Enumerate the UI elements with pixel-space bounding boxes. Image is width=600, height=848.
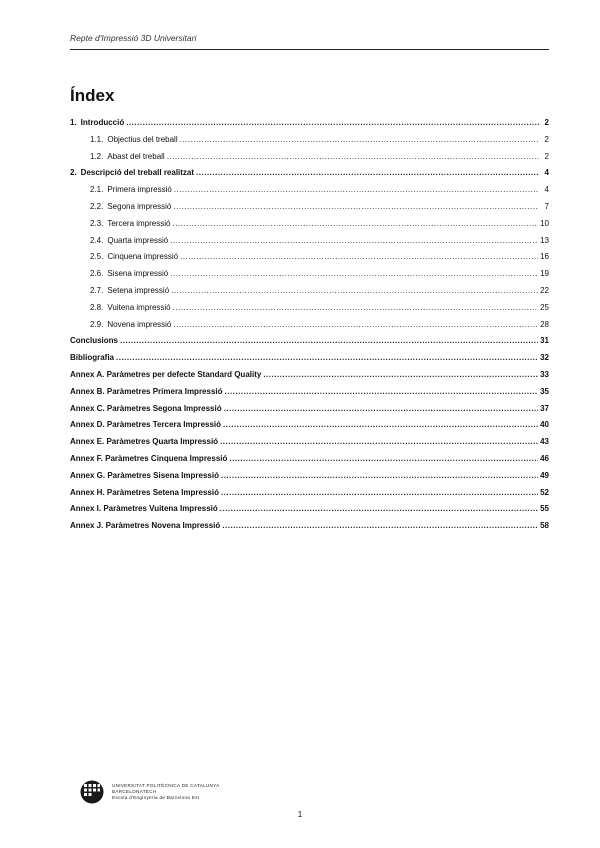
toc-entry-page: 49	[540, 470, 549, 480]
logo-line-3: Escola d'Enginyeria de Barcelona Est	[112, 795, 200, 800]
toc-entry[interactable]	[70, 219, 549, 236]
toc-entry-page: 25	[540, 302, 549, 312]
toc-entry-page: 28	[540, 319, 549, 329]
toc-entry-number: 2.5.	[90, 252, 104, 262]
toc-entry-label: Descripció del treball realitzat	[80, 168, 195, 178]
toc-entry[interactable]	[70, 454, 549, 471]
toc-entry[interactable]	[70, 320, 549, 337]
toc-entry[interactable]	[70, 387, 549, 404]
logo-line-2: BARCELONATECH	[112, 789, 157, 794]
toc-entry-page: 7	[544, 201, 549, 211]
toc-entry[interactable]	[70, 185, 549, 202]
toc-entry-number: 2.7.	[90, 285, 104, 295]
toc-entry-page: 22	[540, 285, 549, 295]
toc-entry-label: Introducció	[80, 118, 125, 127]
toc-entry-number: 2.4.	[90, 235, 104, 245]
toc-entry-page: 16	[540, 252, 549, 262]
toc-entry-page: 43	[540, 437, 549, 447]
toc-entry-page: 10	[540, 218, 549, 228]
toc-entry-page: 2	[544, 151, 549, 161]
toc-entry-label: Annex I. Paràmetres Vuitena Impressió	[70, 504, 218, 514]
dot-leader	[171, 286, 538, 295]
toc-entry-label: Setena impressió	[107, 285, 170, 295]
toc-entry-number: 2.6.	[90, 269, 104, 279]
toc-entry-label: Annex B. Paràmetres Primera Impressió	[70, 386, 223, 396]
toc-entry-page: 33	[540, 369, 549, 379]
toc-entry[interactable]	[70, 521, 549, 538]
toc-entry-page: 35	[540, 386, 549, 396]
toc-entry-number: 2.8.	[90, 302, 104, 312]
logo-line-1: UNIVERSITAT POLITÈCNICA DE CATALUNYA	[112, 783, 220, 788]
toc-entry-page: 2	[544, 118, 549, 127]
dot-leader	[220, 504, 538, 513]
dot-leader	[180, 252, 538, 261]
toc-entry[interactable]	[70, 336, 549, 353]
dot-leader	[170, 236, 538, 245]
dot-leader	[173, 202, 539, 211]
toc-entry[interactable]	[70, 437, 549, 454]
toc-entry-label: Annex C. Paràmetres Segona Impressió	[70, 403, 222, 413]
toc-entry-page: 19	[540, 269, 549, 279]
toc-entry[interactable]	[70, 252, 549, 269]
dot-leader	[225, 387, 539, 396]
toc-entry[interactable]	[70, 404, 549, 421]
toc-entry[interactable]	[70, 303, 549, 320]
toc-entry-number: 1.2.	[90, 151, 104, 161]
dot-leader	[174, 185, 539, 194]
toc-entry[interactable]	[70, 286, 549, 303]
dot-leader	[173, 303, 538, 312]
header-text: Repte d'Impressió 3D Universitari	[70, 33, 197, 43]
dot-leader	[224, 404, 538, 413]
toc-entry[interactable]	[70, 353, 549, 370]
toc-entry-page: 40	[540, 420, 549, 430]
page-title: Índex	[70, 86, 115, 105]
toc-entry-label: Annex J. Paràmetres Novena Impressió	[70, 521, 221, 531]
toc-entry-label: Annex G. Paràmetres Sisena Impressió	[70, 470, 219, 480]
toc-entry-page: 52	[540, 487, 549, 497]
dot-leader	[180, 135, 539, 144]
toc-entry[interactable]	[70, 471, 549, 488]
toc-entry-label: Abast del treball	[107, 151, 165, 161]
toc-entry-page: 58	[540, 521, 549, 531]
toc-entry-page: 55	[540, 504, 549, 514]
toc-entry-number: 1.1.	[90, 134, 104, 144]
toc-entry-page: 31	[540, 336, 549, 346]
toc-entry[interactable]	[70, 135, 549, 152]
toc-entry-label: Conclusions	[70, 336, 119, 346]
page-header	[70, 28, 549, 50]
table-of-contents	[70, 118, 549, 538]
dot-leader	[229, 454, 538, 463]
dot-leader	[120, 336, 538, 345]
toc-entry-label: Annex E. Paràmetres Quarta Impressió	[70, 437, 219, 447]
dot-leader	[172, 219, 538, 228]
toc-entry-label: Bibliografia	[70, 353, 115, 363]
dot-leader	[223, 420, 538, 429]
toc-entry-label: Primera impressió	[107, 185, 172, 195]
toc-entry-page: 4	[544, 185, 549, 195]
toc-entry-page: 13	[540, 235, 549, 245]
toc-entry-label: Novena impressió	[107, 319, 172, 329]
university-logo	[80, 780, 220, 804]
dot-leader	[222, 521, 538, 530]
toc-entry-label: Vuitena impressió	[107, 302, 171, 312]
toc-entry-number: 2.9.	[90, 319, 104, 329]
toc-entry[interactable]	[70, 236, 549, 253]
toc-entry[interactable]	[70, 202, 549, 219]
toc-entry-number: 1.	[70, 118, 77, 127]
dot-leader	[173, 320, 538, 329]
dot-leader	[170, 269, 538, 278]
toc-entry-label: Annex H. Paràmetres Setena Impressió	[70, 487, 219, 497]
toc-entry[interactable]	[70, 168, 549, 185]
toc-entry-label: Cinquena impressió	[107, 252, 179, 262]
toc-entry-label: Quarta impressió	[107, 235, 169, 245]
toc-entry-label: Annex A. Paràmetres per defecte Standard Quality	[70, 369, 262, 379]
toc-entry-label: Segona impressió	[107, 201, 172, 211]
toc-entry[interactable]	[70, 488, 549, 505]
dot-leader	[221, 471, 538, 480]
toc-entry[interactable]	[70, 504, 549, 521]
toc-entry[interactable]	[70, 152, 549, 169]
page-number: 1	[297, 810, 303, 819]
toc-entry-number: 2.	[70, 168, 77, 178]
toc-entry-page: 4	[544, 168, 549, 178]
dot-leader	[196, 168, 539, 177]
toc-entry-page: 46	[540, 453, 549, 463]
dot-leader	[220, 437, 538, 446]
toc-entry-label: Annex F. Paràmetres Cinquena Impressió	[70, 453, 228, 463]
toc-entry[interactable]	[70, 118, 549, 135]
dot-leader	[221, 488, 538, 497]
toc-entry-number: 2.1.	[90, 185, 104, 195]
toc-entry[interactable]	[70, 269, 549, 286]
toc-entry[interactable]	[70, 370, 549, 387]
toc-entry-number: 2.3.	[90, 218, 104, 228]
dot-leader	[116, 353, 538, 362]
toc-entry-label: Sisena impressió	[107, 269, 169, 279]
toc-entry-page: 2	[544, 134, 549, 144]
toc-entry-label: Annex D. Paràmetres Tercera Impressió	[70, 420, 222, 430]
toc-entry-page: 37	[540, 403, 549, 413]
toc-entry-page: 32	[540, 353, 549, 363]
toc-entry-label: Objectius del treball	[107, 134, 178, 144]
toc-entry-label: Tercera impressió	[107, 218, 171, 228]
toc-entry-number: 2.2.	[90, 201, 104, 211]
dot-leader	[263, 370, 538, 379]
upc-logo-icon	[80, 780, 104, 804]
dot-leader	[126, 118, 539, 127]
dot-leader	[167, 152, 539, 161]
toc-entry[interactable]	[70, 420, 549, 437]
